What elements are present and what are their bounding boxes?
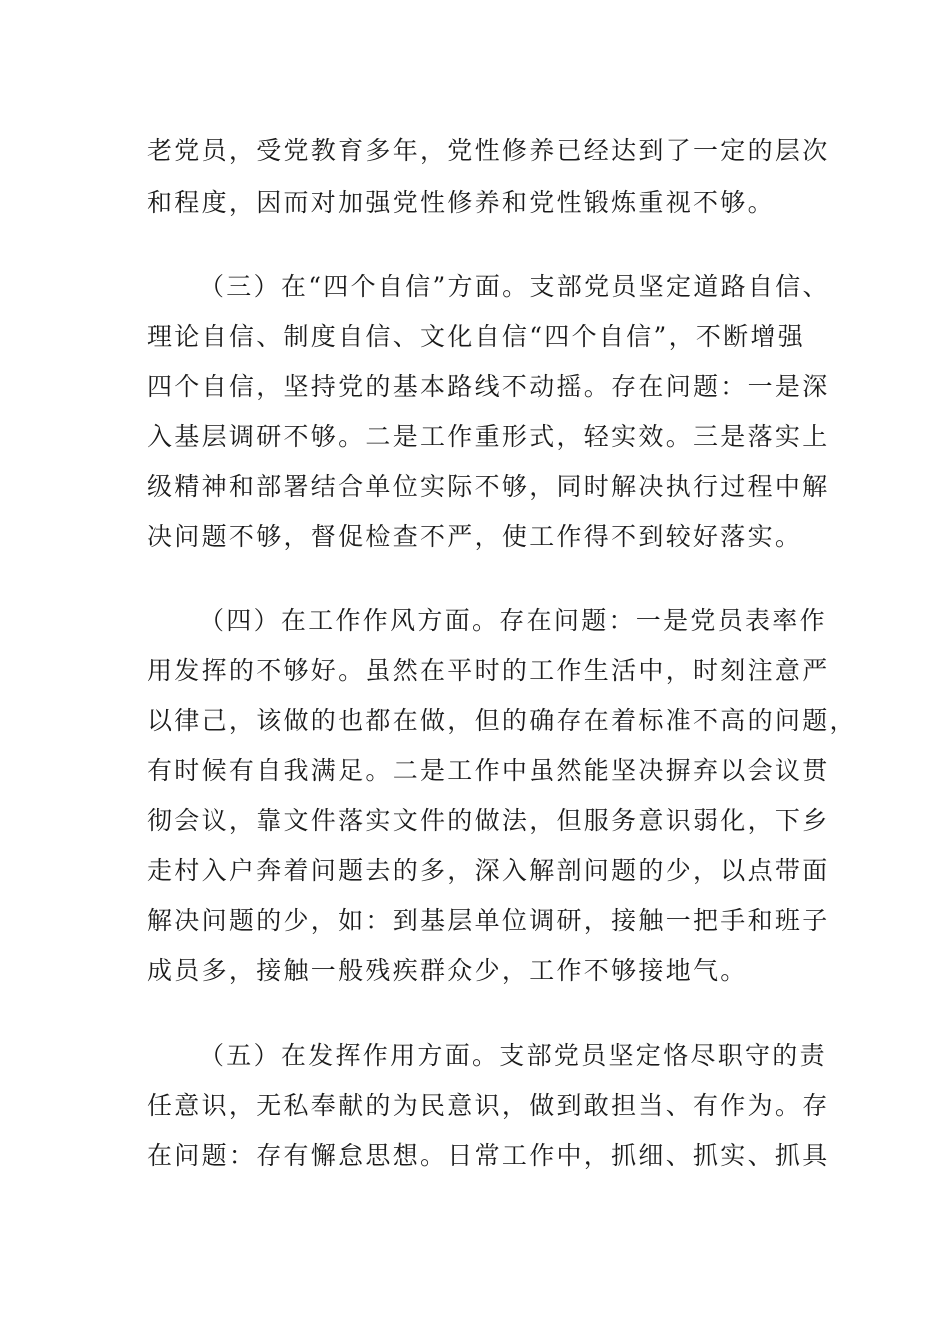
section-4-line-3: 以律己，该做的也都在做，但的确存在着标准不高的问题，	[147, 706, 857, 735]
section-3-line-5: 级精神和部署结合单位实际不够，同时解决执行过程中解	[147, 472, 830, 501]
section-3-heading-line: （三）在“四个自信”方面。支部党员坚定道路自信、	[199, 272, 830, 301]
section-4-line-7: 解决问题的少，如：到基层单位调研，接触一把手和班子	[147, 906, 830, 935]
section-5-heading-line: （五）在发挥作用方面。支部党员坚定恪尽职守的责	[199, 1041, 827, 1070]
section-5-line-2: 任意识，无私奉献的为民意识，做到敢担当、有作为。存	[147, 1091, 830, 1120]
section-5-line-3: 在问题：存有懈怠思想。日常工作中，抓细、抓实、抓具	[147, 1141, 830, 1170]
section-3-line-3: 四个自信，坚持党的基本路线不动摇。存在问题：一是深	[147, 372, 830, 401]
section-3-line-2: 理论自信、制度自信、文化自信“四个自信”，不断增强	[147, 322, 806, 351]
section-4-line-8: 成员多，接触一般残疾群众少，工作不够接地气。	[147, 956, 748, 985]
section-4-line-4: 有时候有自我满足。二是工作中虽然能坚决摒弃以会议贯	[147, 756, 830, 785]
section-4-line-5: 彻会议，靠文件落实文件的做法，但服务意识弱化，下乡	[147, 806, 830, 835]
section-4-heading-line: （四）在工作作风方面。存在问题：一是党员表率作	[199, 606, 827, 635]
continuation-line-1: 老党员，受党教育多年，党性修养已经达到了一定的层次	[147, 136, 830, 165]
section-3-line-6: 决问题不够，督促检查不严，使工作得不到较好落实。	[147, 522, 803, 551]
continuation-line-2: 和程度，因而对加强党性修养和党性锻炼重视不够。	[147, 188, 775, 217]
section-4-line-6: 走村入户奔着问题去的多，深入解剖问题的少，以点带面	[147, 856, 830, 885]
section-3-line-4: 入基层调研不够。二是工作重形式，轻实效。三是落实上	[147, 422, 830, 451]
section-4-line-2: 用发挥的不够好。虽然在平时的工作生活中，时刻注意严	[147, 656, 830, 685]
